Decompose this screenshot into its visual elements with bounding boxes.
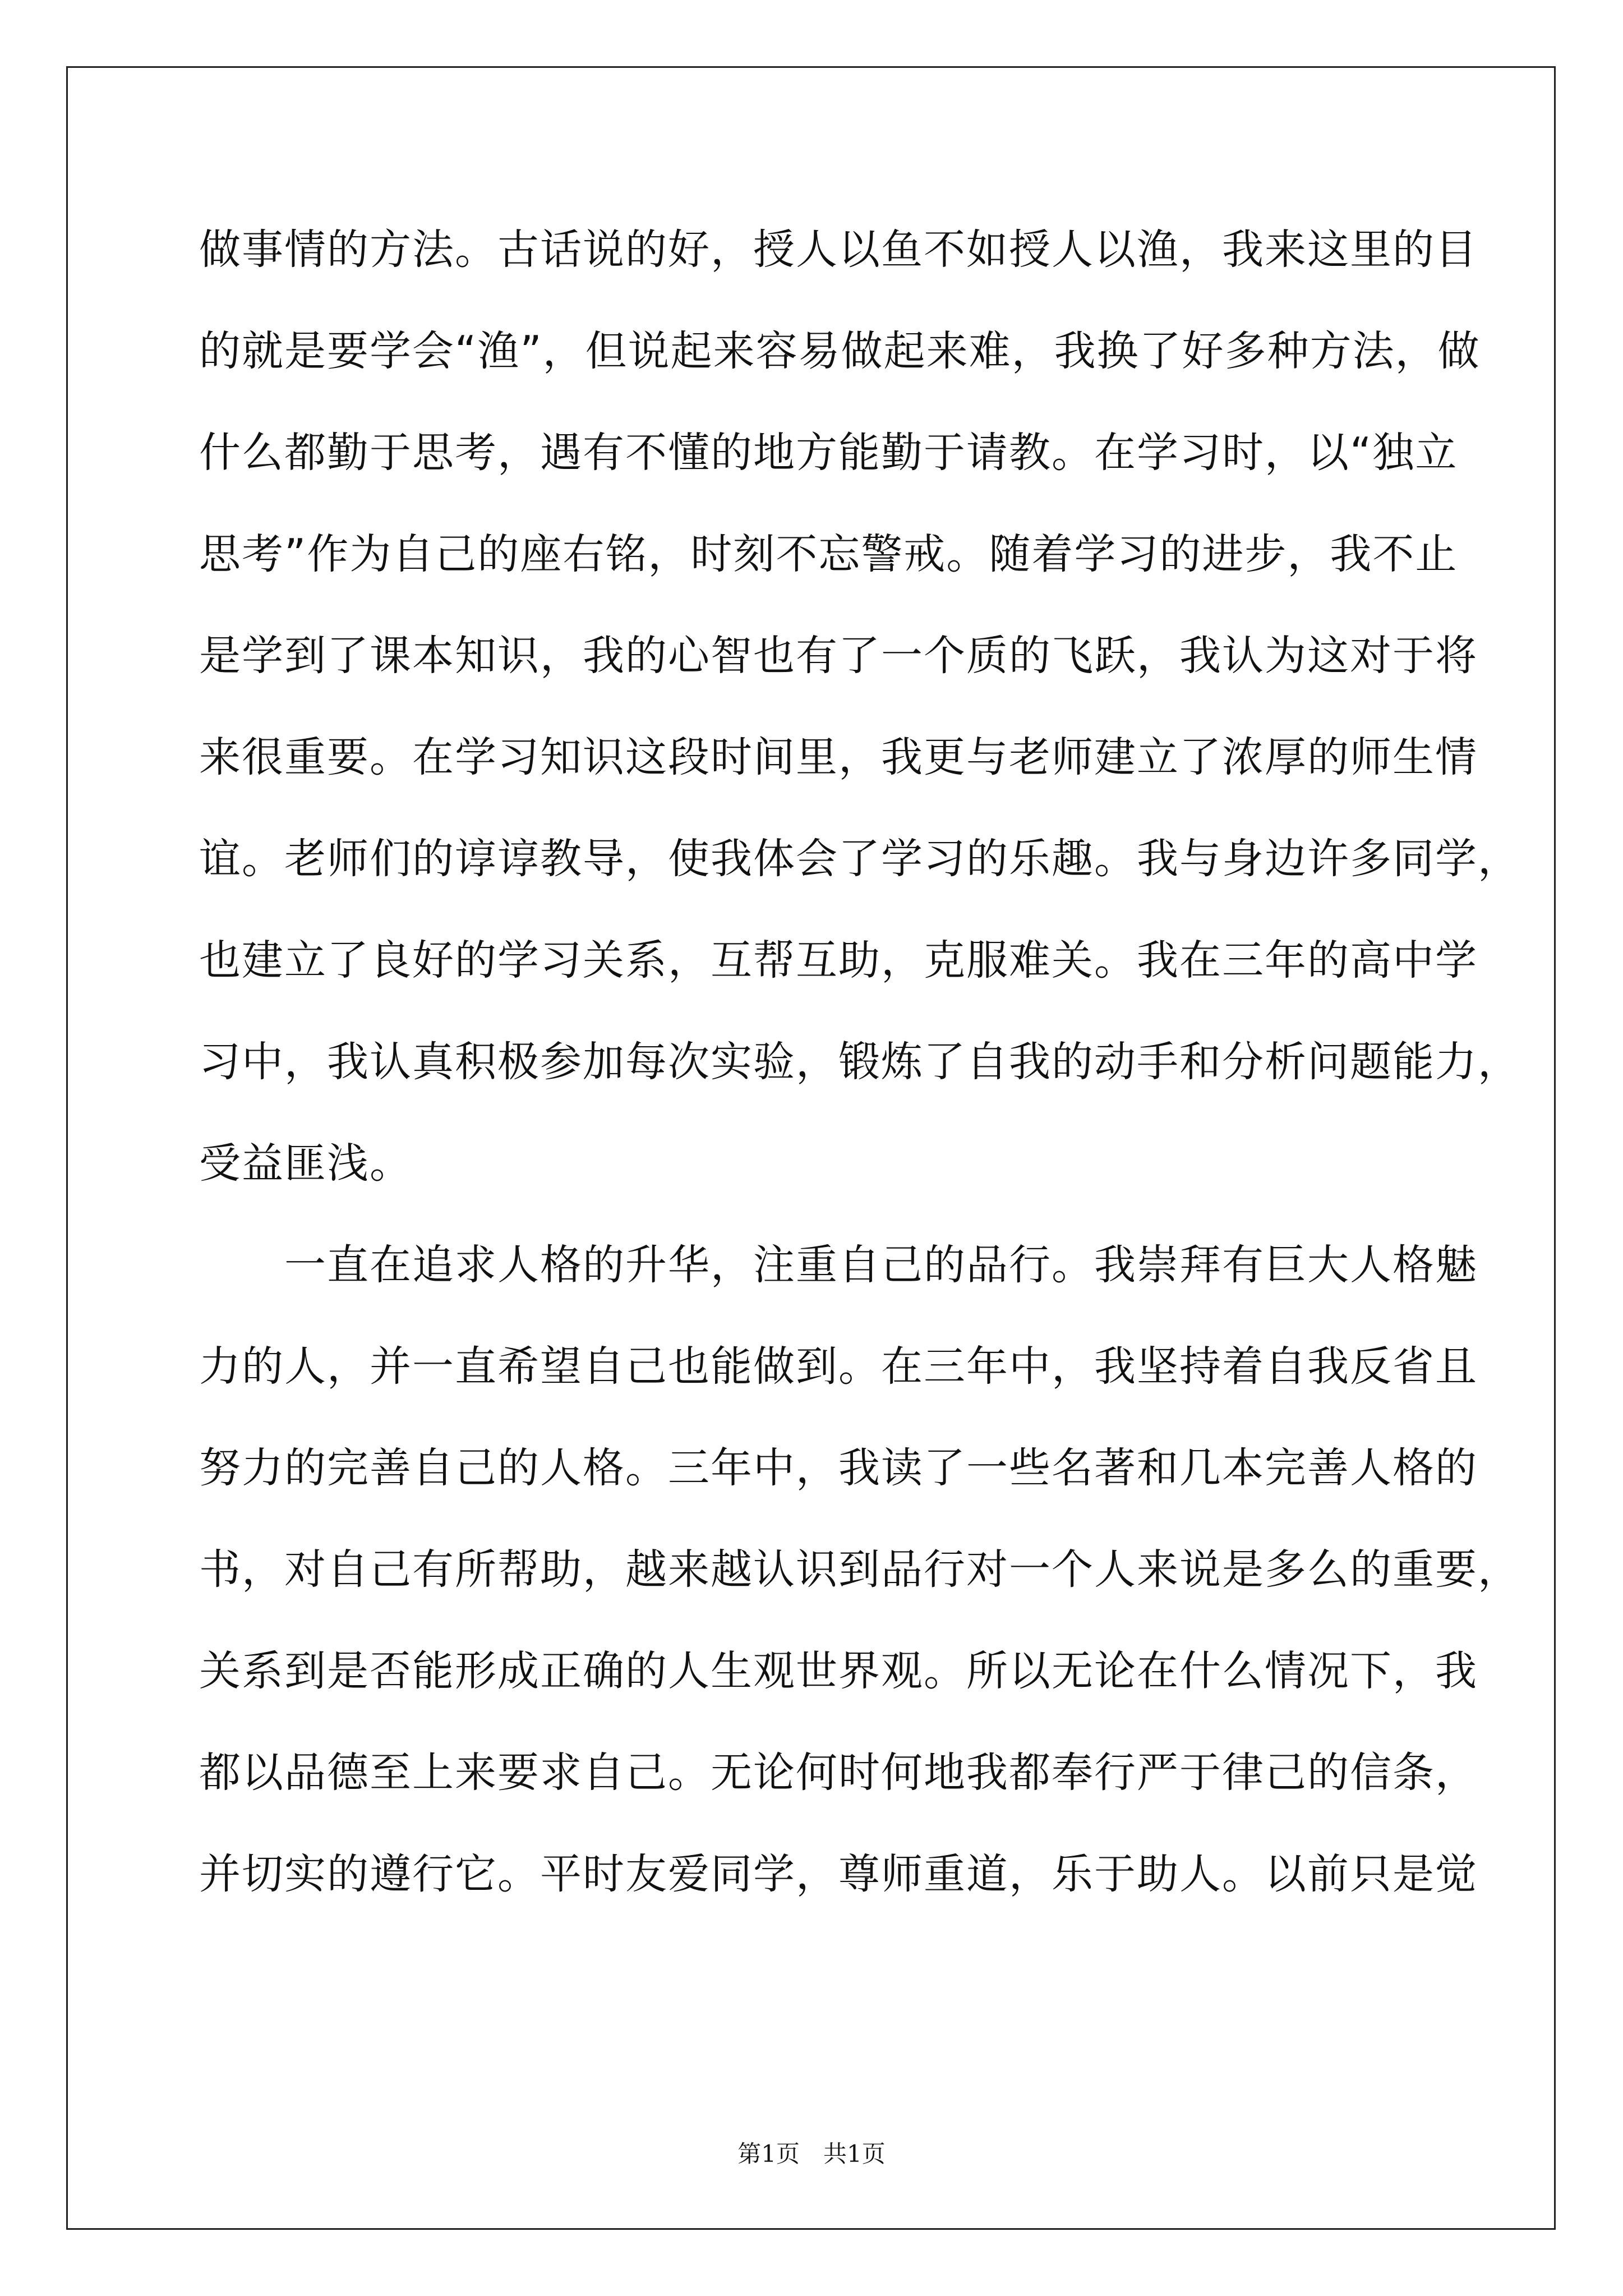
text-line: 并切实的遵行它。平时友爱同学，尊师重道，乐于助人。以前只是觉	[199, 1850, 1478, 1898]
text-line: 一直在追求人格的升华，注重自己的品行。我崇拜有巨大人格魅	[199, 1241, 1478, 1289]
text-line: 关系到是否能形成正确的人生观世界观。所以无论在什么情况下，我	[199, 1647, 1478, 1695]
text-line: 都以品德至上来要求自己。无论何时何地我都奉行严于律己的信条，	[199, 1749, 1478, 1797]
text-line: 是学到了课本知识，我的心智也有了一个质的飞跃，我认为这对于将	[199, 632, 1478, 680]
text-line: 力的人，并一直希望自己也能做到。在三年中，我坚持着自我反省且	[199, 1342, 1478, 1391]
text-line: 的就是要学会“渔”，但说起来容易做起来难，我换了好多种方法，做	[199, 327, 1481, 375]
text-line: 做事情的方法。古话说的好，授人以鱼不如授人以渔，我来这里的目	[199, 226, 1478, 274]
text-line: 受益匪浅。	[199, 1139, 412, 1188]
text-line: 努力的完善自己的人格。三年中，我读了一些名著和几本完善人格的	[199, 1444, 1478, 1492]
text-line: 什么都勤于思考，遇有不懂的地方能勤于请教。在学习时，以“独立	[199, 429, 1458, 477]
text-line: 习中，我认真积极参加每次实验，锻炼了自我的动手和分析问题能力，	[199, 1038, 1520, 1086]
text-line: 谊。老师们的谆谆教导，使我体会了学习的乐趣。我与身边许多同学，	[199, 835, 1520, 883]
text-line: 来很重要。在学习知识这段时间里，我更与老师建立了浓厚的师生情	[199, 733, 1478, 781]
text-line: 书，对自己有所帮助，越来越认识到品行对一个人来说是多么的重要，	[199, 1545, 1520, 1594]
text-line: 思考”作为自己的座右铭，时刻不忘警戒。随着学习的进步，我不止	[199, 530, 1458, 578]
page-footer: 第1页 共1页	[737, 2140, 886, 2168]
text-line: 也建立了良好的学习关系，互帮互助，克服难关。我在三年的高中学	[199, 936, 1478, 984]
document-body	[199, 208, 1520, 1947]
